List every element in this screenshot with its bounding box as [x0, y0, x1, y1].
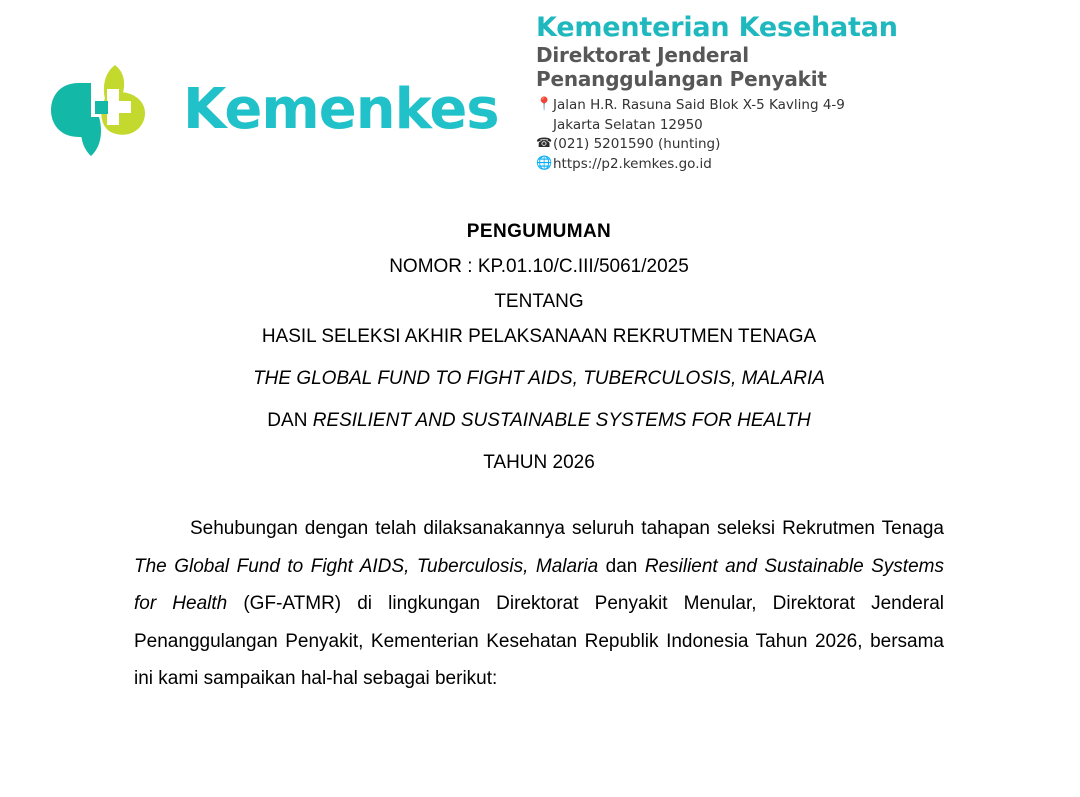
paragraph-segment-4: Resilient and Sustainable Systems for Health: [134, 555, 944, 615]
subject-line-3: [134, 411, 944, 430]
phone-number: (021) 5201590 (hunting): [553, 136, 721, 153]
paragraph-segment-5: (GF-ATMR) di lingkungan Direktorat Penyakit Menular, Direktorat Jenderal Penanggulangan Penyakit, Kementerian Kesehatan Republik Indonesia Tahun 2026, bersama ini kami sampaikan hal-hal sebagai berikut:: [134, 593, 944, 690]
kemenkes-logo: [45, 55, 499, 165]
paragraph-segment-2: The Global Fund to Fight AIDS, Tuberculosis, Malaria: [134, 555, 599, 577]
kemenkes-logo-wordmark: Kemenkes: [183, 77, 499, 142]
subject-line-1: HASIL SELEKSI AKHIR PELAKSANAAN REKRUTMEN TENAGA: [261, 326, 817, 347]
globe-icon: 🌐: [536, 155, 553, 171]
address-row: [536, 96, 898, 116]
document-about-label: TENTANG: [494, 291, 584, 312]
contact-info: [536, 96, 898, 174]
document-body: [134, 222, 944, 698]
telephone-icon: ☎: [536, 136, 553, 152]
subject-line-2: THE GLOBAL FUND TO FIGHT AIDS, TUBERCULOSIS, MALARIA: [253, 368, 825, 389]
directorate-line-1: Direktorat Jenderal: [536, 43, 749, 68]
subject-line-3-italic: RESILIENT AND SUSTAINABLE SYSTEMS FOR HEALTH: [312, 410, 811, 431]
address-line-1: Jalan H.R. Rasuna Said Blok X-5 Kavling 4-9: [553, 97, 845, 114]
opening-paragraph: [134, 510, 944, 698]
website-url: https://p2.kemkes.go.id: [553, 155, 712, 172]
letterhead: [0, 0, 1080, 190]
location-pin-icon: 📍: [536, 97, 553, 113]
address-line-2: Jakarta Selatan 12950: [553, 116, 703, 133]
directorate-line-2: Penanggulangan Penyakit: [536, 67, 827, 92]
ministry-name: Kementerian Kesehatan: [536, 12, 898, 43]
website-row: [536, 155, 898, 175]
paragraph-segment-3: dan: [598, 555, 645, 577]
ministry-identity: [536, 12, 898, 174]
kemenkes-logo-mark-icon: [45, 55, 167, 165]
subject-line-3-prefix: DAN: [267, 410, 313, 431]
phone-row: [536, 135, 898, 155]
document-year: TAHUN 2026: [483, 452, 595, 473]
paragraph-segment-1: Sehubungan dengan telah dilaksanakannya seluruh tahapan seleksi Rekrutmen Tenaga: [190, 518, 944, 539]
document-heading: PENGUMUMAN: [466, 221, 612, 242]
document-number: NOMOR : KP.01.10/C.III/5061/2025: [389, 256, 689, 277]
